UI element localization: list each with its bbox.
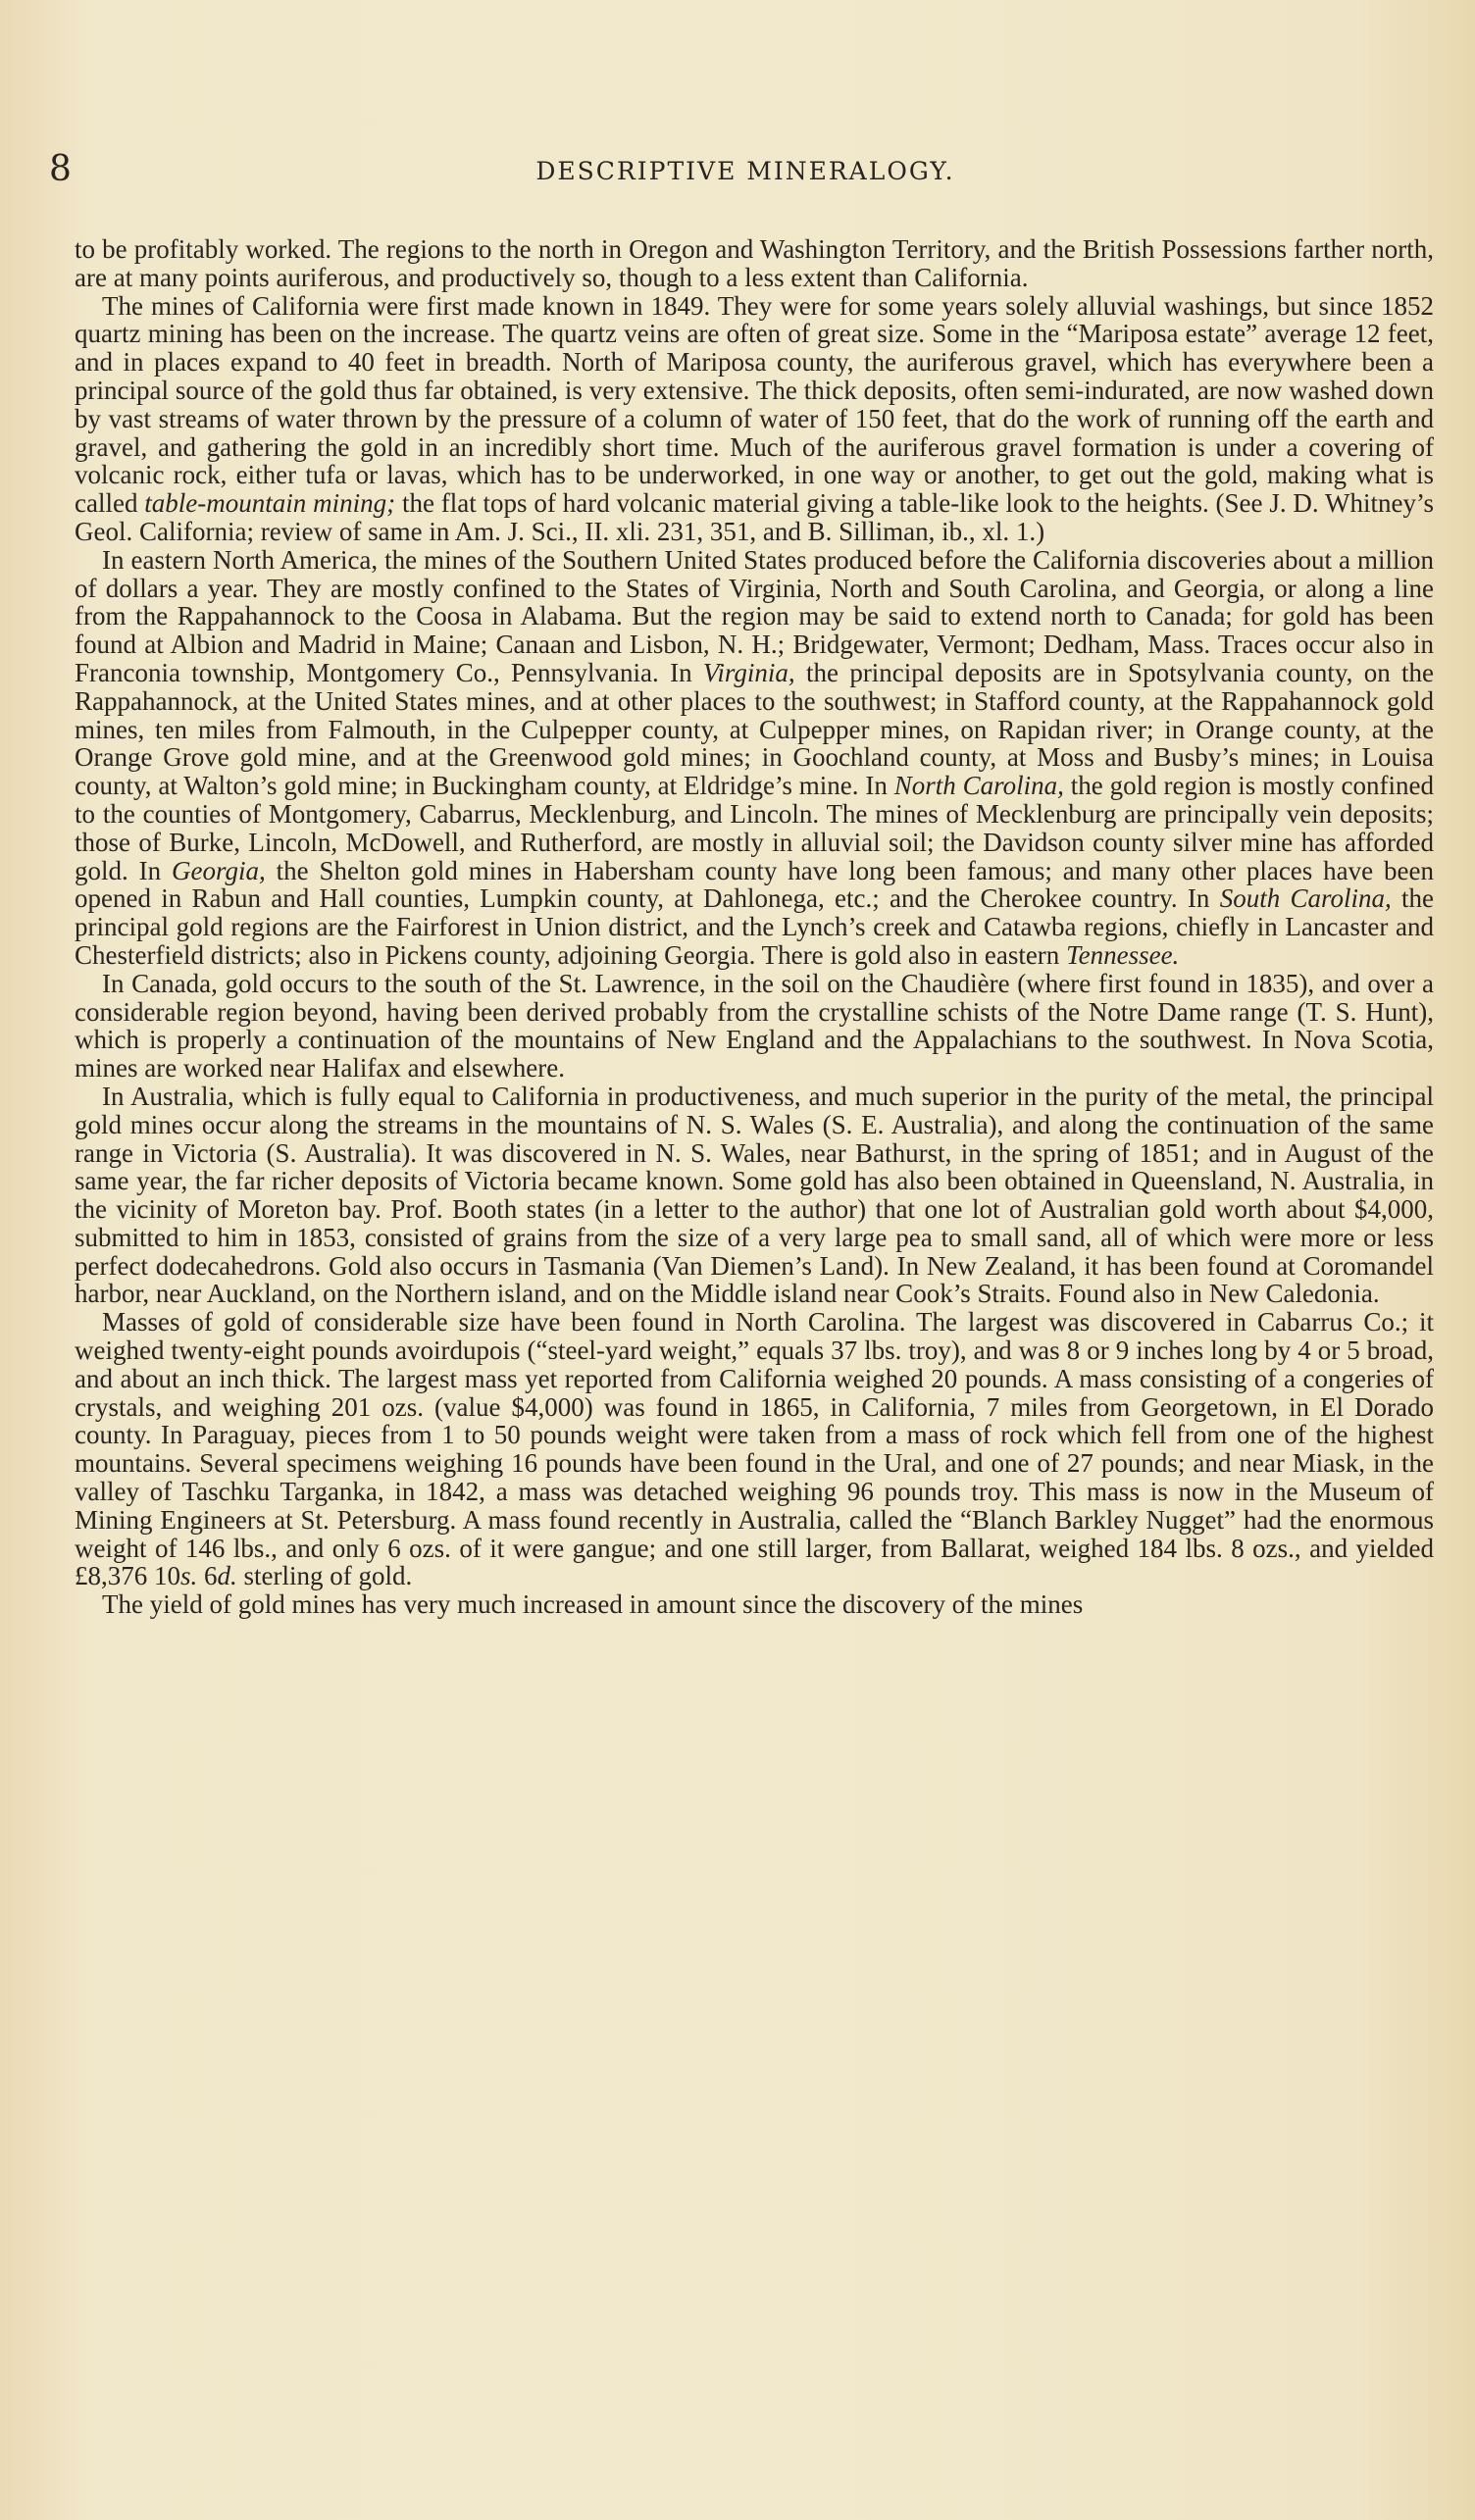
page-header: [49, 149, 1442, 198]
text-run: the flat tops of hard volcanic material giving a table-like look to the heights. (See J. D. Whitney’s Geol. California; review of same in Am. J. Sci., II. xli. 231, 351, and B. Silliman, ib., xl. 1.): [75, 488, 1434, 546]
paragraph: [75, 292, 1434, 546]
text-run: to be profitably worked. The regions to the north in Oregon and Washington Territory, and the British Possessions farther north, are at many points auriferous, and productively so, though to a less extent than California.: [75, 234, 1434, 292]
text-run: In eastern North America, the mines of the Southern United States produced before the California discoveries about a million of dollars a year. They are mostly confined to the States of Virginia, North and South Carolina, and Georgia, or along a line from the Rappahannock to the Coosa in Alabama. But the region may be said to extend north to Canada; for gold has been found at Albion and Madrid in Maine; Canaan and Lisbon, N. H.; Bridgewater, Vermont; Dedham, Mass. Traces occur also in Franconia township, Montgomery Co., Pennsylvania. In: [75, 544, 1434, 687]
italic-text: North Carolina,: [893, 771, 1064, 801]
paragraph: [75, 235, 1434, 292]
italic-text: Georgia,: [172, 855, 266, 885]
text-run: The mines of California were first made known in 1849. They were for some years solely alluvial washings, but since 1852 quartz mining has been on the increase. The quartz veins are often of great size. Some in the “Mariposa estate” average 12 feet, and in places expand to 40 feet in breadth. North of Mariposa county, the auriferous gravel, which has everywhere been a principal source of the gold thus far obtained, is very extensive. The thick deposits, often semi-indurated, are now washed down by vast streams of water thrown by the pressure of a column of water of 150 feet, that do the work of running off the earth and gravel, and gathering the gold in an incredibly short time. Much of the auriferous gravel formation is under a covering of volcanic rock, either tufa or lavas, which has to be underworked, in one way or another, to get out the gold, making what is called: [75, 290, 1434, 519]
text-run: the principal gold regions are the Fairforest in Union district, and the Lynch’s creek and Catawba regions, chiefly in Lancaster and Chesterfield districts; also in Pickens county, adjoining Georgia. There is gold also in eastern: [75, 883, 1434, 970]
paragraph: [75, 1083, 1434, 1308]
text-run: 6: [197, 1561, 218, 1591]
text-run: the principal deposits are in Spotsylvania county, on the Rappahannock, at the United States mines, and at other places to the southwest; in Stafford county, at the Rappahannock gold mines, ten miles from Falmouth, in the Culpepper county, at Culpepper mines, on Rapidan river; in Orange county, at the Orange Grove gold mine, and at the Greenwood gold mines; in Goochland county, at Moss and Busby’s mines; in Louisa county, at Walton’s gold mine; in Buckingham county, at Eldridge’s mine. In: [75, 657, 1435, 801]
text-run: In Canada, gold occurs to the south of the St. Lawrence, in the soil on the Chaudière (where first found in 1835), and over a considerable region beyond, having been derived probably from the crystalline schists of the Notre Dame range (T. S. Hunt), which is properly a continuation of the mountains of New England and the Appalachians to the southwest. In Nova Scotia, mines are worked near Halifax and elsewhere.: [75, 968, 1434, 1084]
italic-text: Tennessee.: [1066, 939, 1180, 970]
paragraph: [75, 546, 1434, 970]
italic-text: d.: [217, 1561, 237, 1591]
running-head: DESCRIPTIVE MINERALOGY.: [535, 157, 955, 185]
italic-text: Virginia,: [702, 657, 795, 687]
page-number: 8: [49, 149, 72, 189]
paragraph: [75, 1308, 1434, 1590]
text-run: sterling of gold.: [236, 1561, 413, 1591]
text-run: In Australia, which is fully equal to California in productiveness, and much superior in the purity of the metal, the principal gold mines occur along the streams in the mountains of N. S. Wales (S. E. Australia), and along the continuation of the same range in Victoria (S. Australia). It was discovered in N. S. Wales, near Bathurst, in the spring of 1851; and in August of the same year, the far richer deposits of Victoria became known. Some gold has also been obtained in Queensland, N. Australia, in the vicinity of Moreton bay. Prof. Booth states (in a letter to the author) that one lot of Australian gold worth about $4,000, submitted to him in 1853, consisted of grains from the size of a very large pea to small sand, all of which were more or less perfect dodecahedrons. Gold also occurs in Tasmania (Van Diemen’s Land). In New Zealand, it has been found at Coromandel harbor, near Auckland, on the Northern island, and on the Middle island near Cook’s Straits. Found also in New Caledonia.: [75, 1081, 1434, 1309]
text-run: the gold region is mostly confined to the counties of Montgomery, Cabarrus, Mecklenburg, and Lincoln. The mines of Mecklenburg are principally vein deposits; those of Burke, Lincoln, McDowell, and Rutherford, are mostly in alluvial soil; the Davidson county silver mine has afforded gold. In: [75, 771, 1434, 885]
text-run: the Shelton gold mines in Habersham county have long been famous; and many other places have been opened in Rabun and Hall counties, Lumpkin county, at Dahlonega, etc.; and the Cherokee country. In: [75, 855, 1434, 914]
body-text: [75, 235, 1434, 1619]
italic-text: South Carolina,: [1219, 883, 1392, 914]
italic-text: s.: [180, 1561, 198, 1591]
text-run: The yield of gold mines has very much increased in amount since the discovery of the mines: [102, 1589, 1084, 1620]
text-run: Masses of gold of considerable size have been found in North Carolina. The largest was discovered in Cabarrus Co.; it weighed twenty-eight pounds avoirdupois (“steel-yard weight,” equals 37 lbs. troy), and was 8 or 9 inches long by 4 or 5 broad, and about an inch thick. The largest mass yet reported from California weighed 20 pounds. A mass consisting of a congeries of crystals, and weighing 201 ozs. (value $4,000) was found in 1865, in California, 7 miles from Georgetown, in El Dorado county. In Paraguay, pieces from 1 to 50 pounds weight were taken from a mass of rock which fell from one of the highest mountains. Several specimens weighing 16 pounds have been found in the Ural, and one of 27 pounds; and near Miask, in the valley of Taschku Targanka, in 1842, a mass was detached weighing 96 pounds troy. This mass is now in the Museum of Mining Engineers at St. Petersburg. A mass found recently in Australia, called the “Blanch Barkley Nugget” had the enormous weight of 146 lbs., and only 6 ozs. of it were gangue; and one still larger, from Ballarat, weighed 184 lbs. 8 ozs., and yielded £8,376 10: [75, 1307, 1434, 1591]
paragraph: [75, 970, 1434, 1083]
italic-text: table-mountain mining;: [144, 488, 396, 519]
paragraph: [75, 1590, 1434, 1619]
